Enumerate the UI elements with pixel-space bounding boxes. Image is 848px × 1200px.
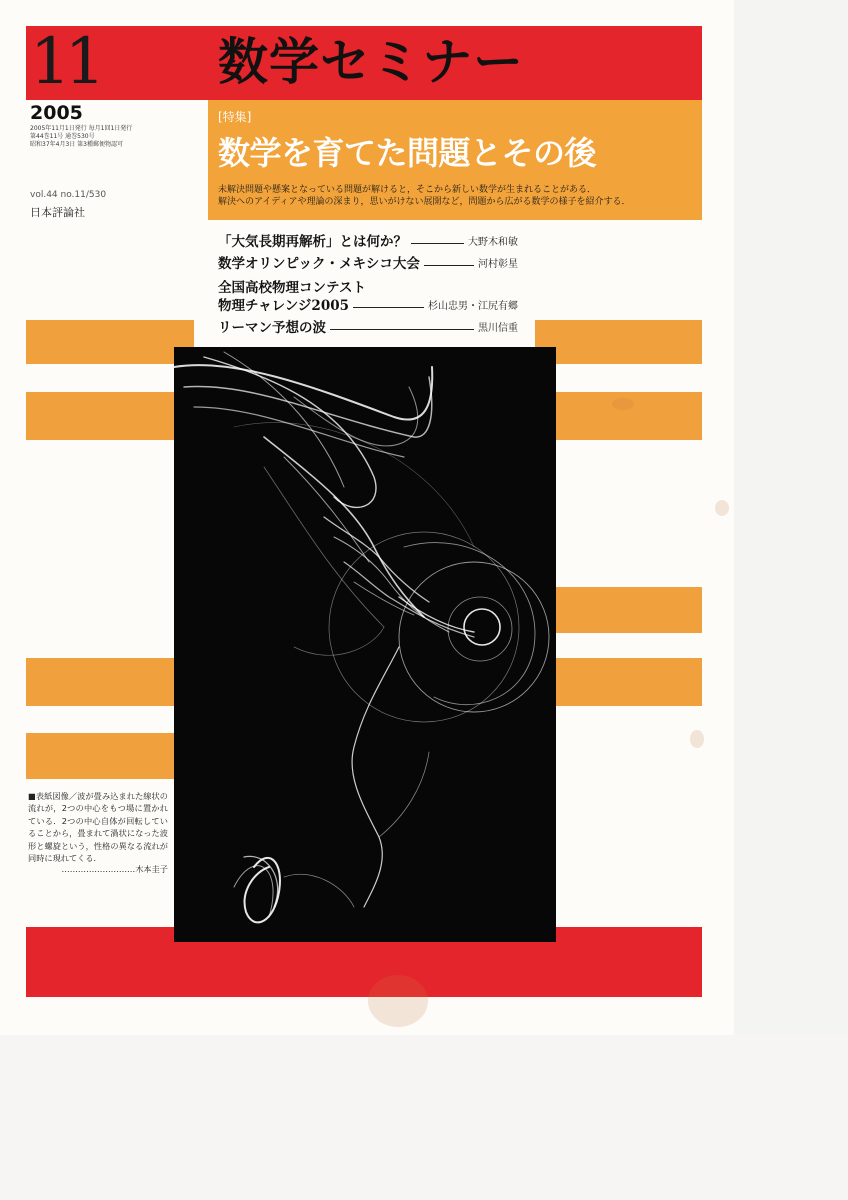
orange-bar bbox=[535, 658, 702, 706]
feature-lead bbox=[218, 184, 630, 208]
leader-line bbox=[330, 329, 474, 330]
stain-mark bbox=[368, 975, 428, 1027]
stain-mark bbox=[715, 500, 729, 516]
article-author: 黒川信重 bbox=[478, 323, 518, 334]
lead-line: 未解決問題や懸案となっている問題が解けると，そこから新しい数学が生まれることがある． bbox=[218, 185, 597, 195]
contents-item bbox=[218, 294, 518, 314]
contents-item bbox=[218, 252, 518, 272]
fine-print-line: 2005年11月1日発行 毎月1回1日発行 bbox=[30, 125, 133, 132]
fine-print-line: 昭和37年4月3日 第3種郵便物認可 bbox=[30, 141, 123, 148]
issue-number: 11 bbox=[30, 25, 100, 99]
article-title: リーマン予想の波 bbox=[218, 320, 326, 336]
volume-label: vol.44 no.11/530 bbox=[30, 190, 107, 200]
publication-fine-print bbox=[30, 125, 210, 149]
orange-bar bbox=[535, 587, 702, 633]
magazine-title: 数学セミナー bbox=[218, 33, 524, 91]
article-title: 「大気長期再解析」とは何か？ bbox=[218, 234, 407, 250]
orange-bar bbox=[26, 320, 194, 364]
contents-item bbox=[218, 316, 518, 336]
stain-mark bbox=[612, 398, 634, 410]
leader-line bbox=[353, 307, 424, 308]
orange-bar bbox=[26, 658, 194, 706]
contents-list bbox=[218, 230, 518, 336]
contents-item bbox=[218, 230, 518, 250]
fine-print-line: 第44巻11号 通巻530号 bbox=[30, 133, 95, 140]
wave-spiral-artwork bbox=[174, 347, 556, 942]
orange-bar bbox=[26, 392, 194, 440]
article-pretitle: 全国高校物理コンテスト bbox=[218, 280, 366, 296]
issue-year: 2005 bbox=[30, 102, 83, 124]
caption-credit: ………………………木本圭子 bbox=[61, 864, 168, 874]
article-title: 物理チャレンジ2005 bbox=[218, 298, 349, 314]
feature-label: [特集] bbox=[218, 110, 252, 124]
publisher-name: 日本評論社 bbox=[30, 206, 85, 219]
leader-line bbox=[424, 265, 474, 266]
article-title: 数学オリンピック・メキシコ大会 bbox=[218, 256, 420, 272]
feature-title: 数学を育てた問題とその後 bbox=[218, 134, 597, 172]
article-author: 大野木和敏 bbox=[468, 237, 518, 248]
scan-margin bbox=[734, 0, 848, 1200]
cover-caption: ■表紙図像／波が畳み込まれた線状の流れが，2つの中心をもつ場に置かれている．2つの中心自体が回転していることから，畳まれて渦状になった波形と螺旋という，性格の異なる流れが同時に現れてくる． bbox=[28, 791, 168, 864]
cover-artwork bbox=[174, 347, 556, 942]
lead-line: 解決へのアイディアや理論の深まり，思いがけない展開など，問題から広がる数学の様子を紹介する． bbox=[218, 197, 631, 207]
scan-bottom-margin bbox=[0, 1035, 848, 1200]
stain-mark bbox=[690, 730, 704, 748]
leader-line bbox=[411, 243, 464, 244]
article-author: 杉山忠男・江尻有郷 bbox=[428, 301, 518, 312]
article-author: 河村彰星 bbox=[478, 259, 518, 270]
orange-bar bbox=[26, 733, 194, 779]
orange-bar bbox=[535, 320, 702, 364]
